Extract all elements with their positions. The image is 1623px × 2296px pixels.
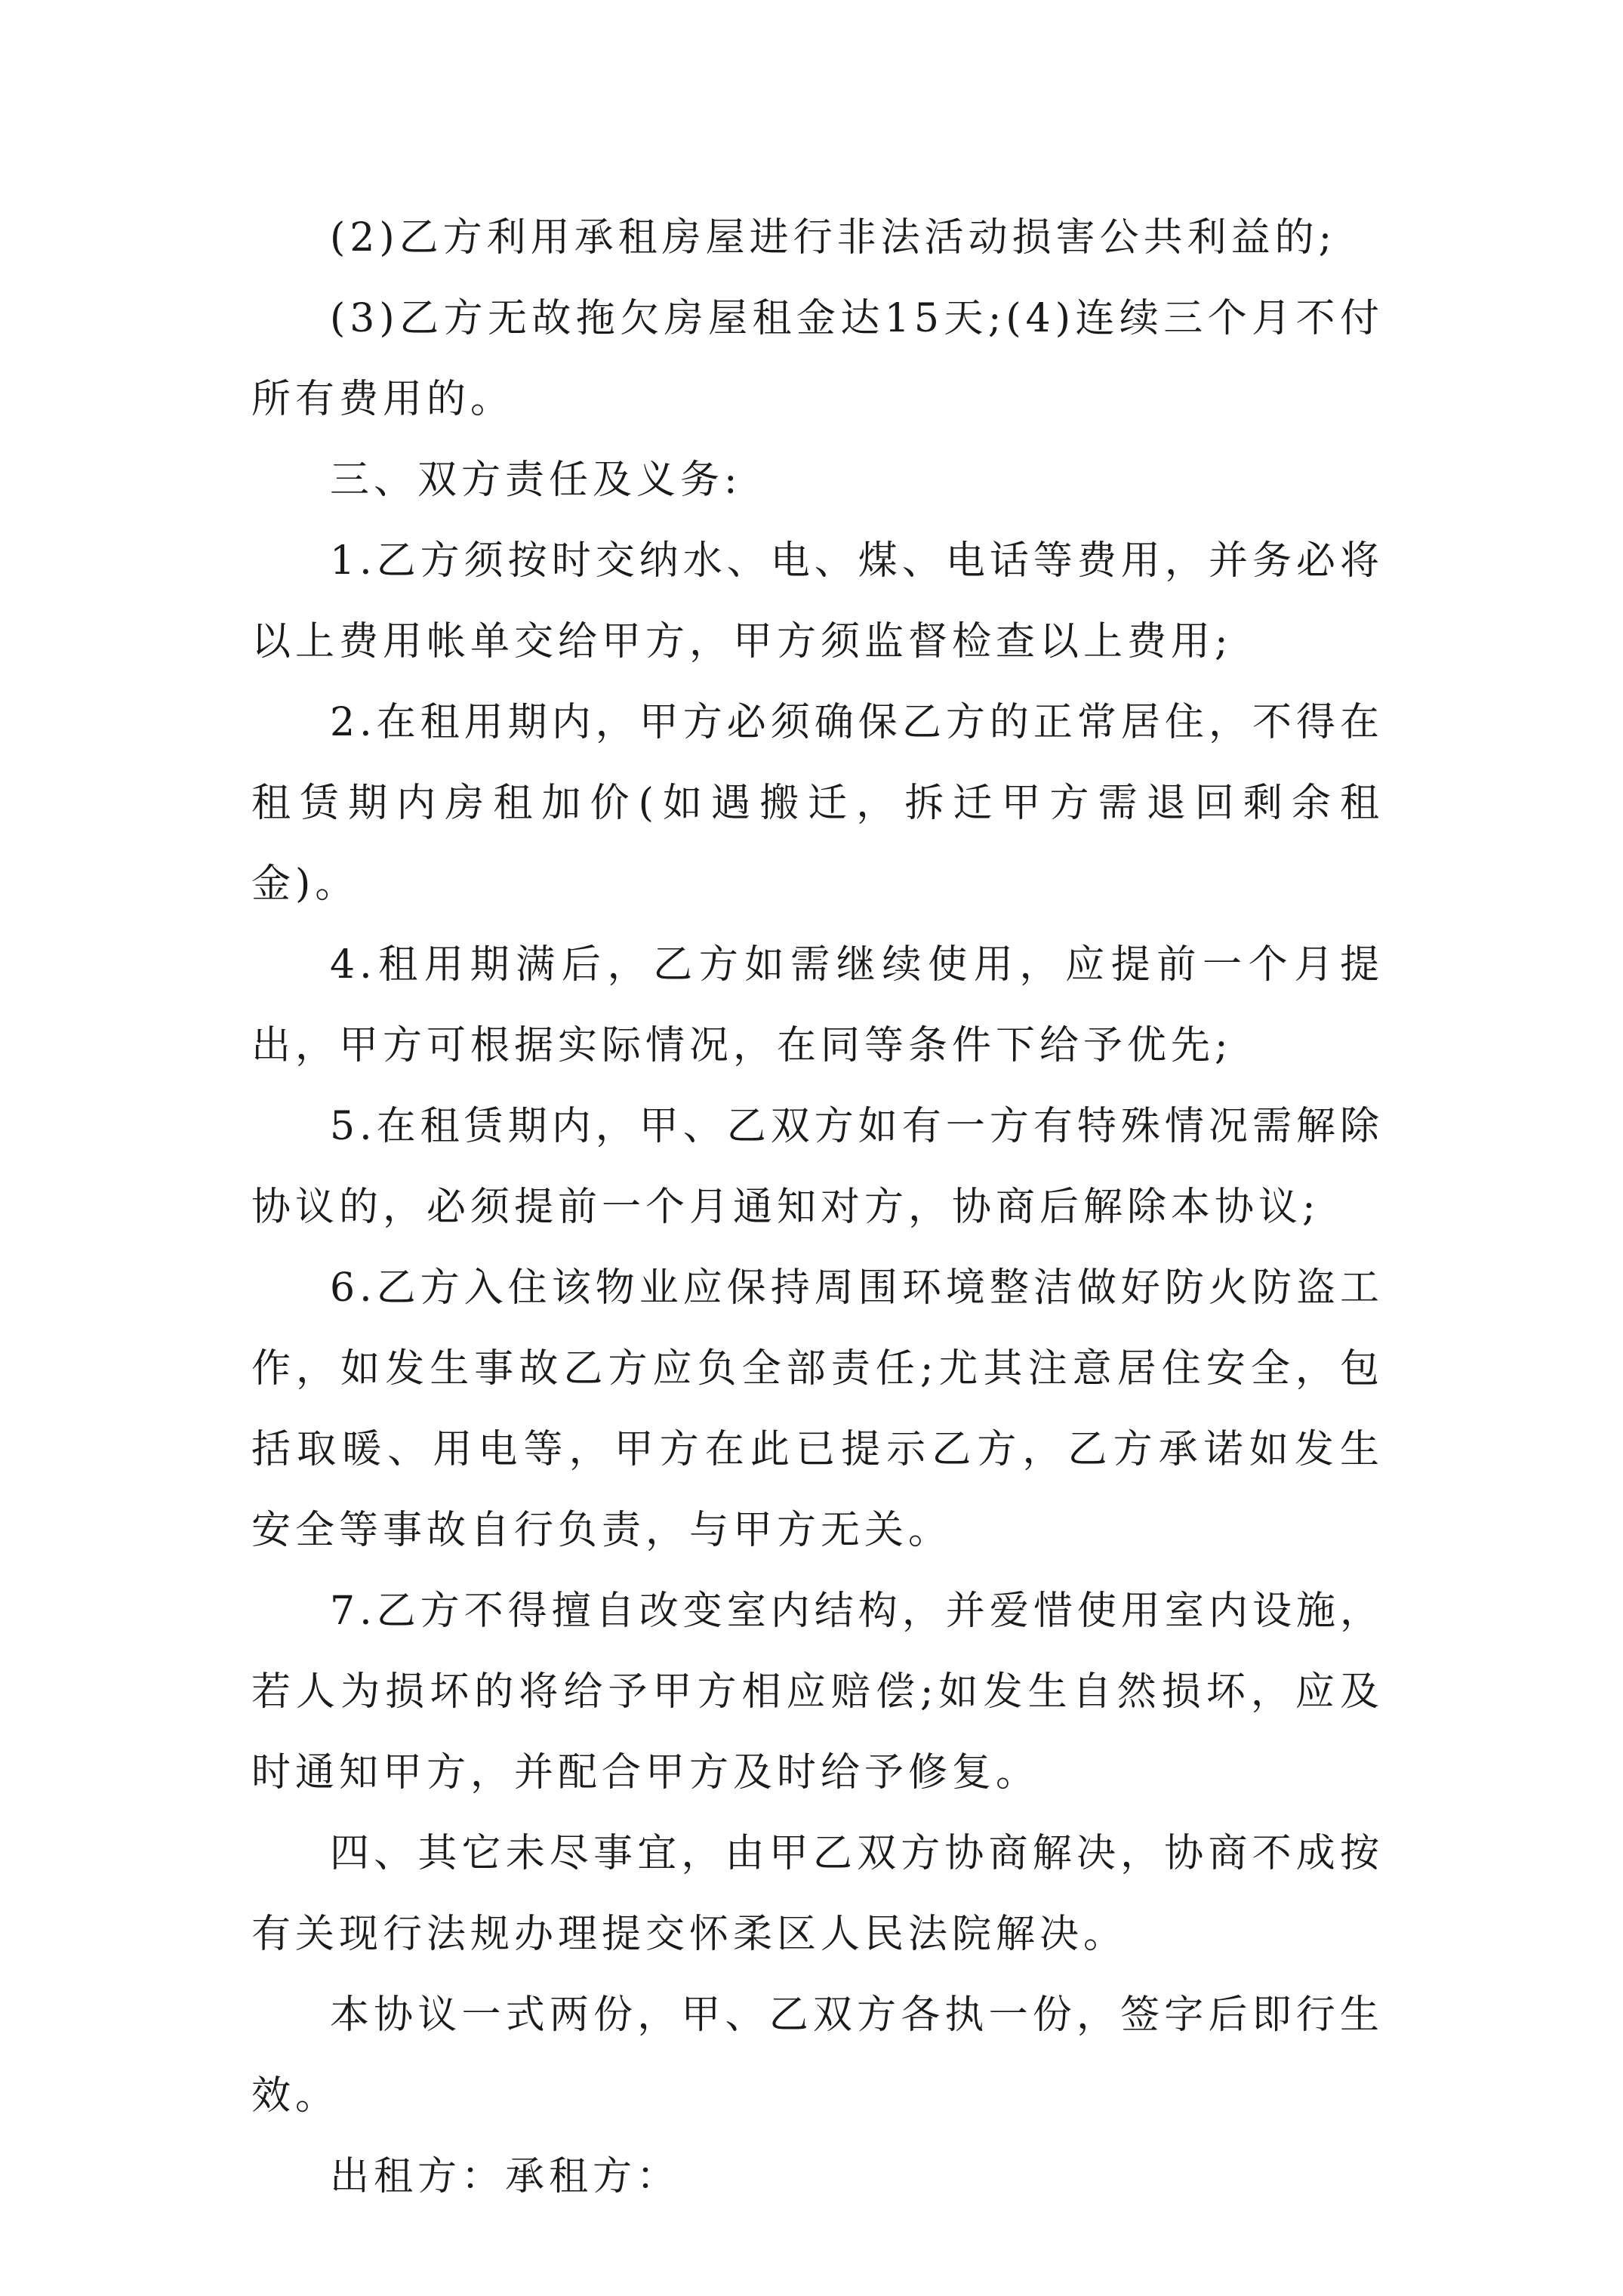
section-other-matters: 四、其它未尽事宜，由甲乙双方协商解决，协商不成按有关现行法规办理提交怀柔区人民法院解决。 — [251, 1831, 1384, 1957]
paragraph-clause-2: (2)乙方利用承租房屋进行非法活动损害公共利益的; — [330, 215, 1337, 260]
signature-line: 出租方：承租方： — [330, 2154, 681, 2199]
paragraph-item-4: 4.租用期满后，乙方如需继续使用，应提前一个月提出，甲方可根据实际情况，在同等条件下给予优先; — [251, 942, 1384, 1068]
paragraph-clause-3-4: (3)乙方无故拖欠房屋租金达15天;(4)连续三个月不付所有费用的。 — [251, 296, 1384, 422]
paragraph-item-6: 6.乙方入住该物业应保持周围环境整洁做好防火防盗工作，如发生事故乙方应负全部责任;尤其注意居住安全，包括取暖、用电等，甲方在此已提示乙方，乙方承诺如发生安全等事故自行负责，与甲方无关。 — [251, 1265, 1384, 1553]
document-body — [251, 198, 1384, 2217]
section-heading-responsibilities: 三、双方责任及义务: — [330, 458, 742, 503]
paragraph-item-7: 7.乙方不得擅自改变室内结构，并爱惜使用室内设施，若人为损坏的将给予甲方相应赔偿;如发生自然损坏，应及时通知甲方，并配合甲方及时给予修复。 — [251, 1589, 1384, 1795]
paragraph-item-1: 1.乙方须按时交纳水、电、煤、电话等费用，并务必将以上费用帐单交给甲方，甲方须监督检查以上费用; — [251, 538, 1384, 664]
paragraph-copies: 本协议一式两份，甲、乙双方各执一份，签字后即行生效。 — [251, 1992, 1384, 2119]
paragraph-item-5: 5.在租赁期内，甲、乙双方如有一方有特殊情况需解除协议的，必须提前一个月通知对方，协商后解除本协议; — [251, 1104, 1384, 1230]
paragraph-item-2: 2.在租用期内，甲方必须确保乙方的正常居住，不得在租赁期内房租加价(如遇搬迁，拆迁甲方需退回剩余租金)。 — [251, 700, 1384, 907]
